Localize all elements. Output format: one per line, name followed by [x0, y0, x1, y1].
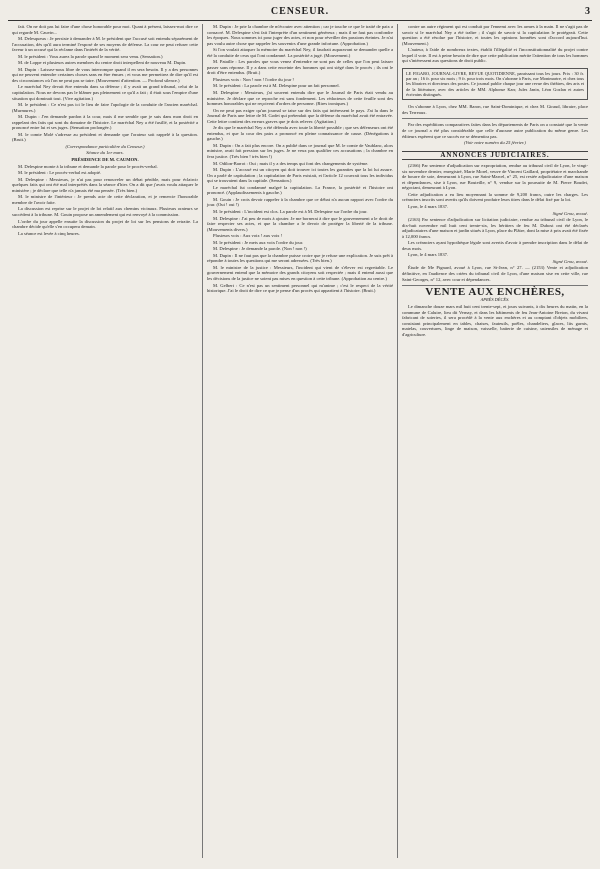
- signature: Signé Grou, avoué.: [552, 258, 588, 264]
- paragraph: M. le ministre de l'intérieur : Je prends acte de cette déclaration, et je remercie l'honorable membre de l'avoir faite.: [12, 194, 198, 205]
- announcement-date: Lyon, le 4 mars 1837.: [408, 203, 449, 209]
- auction-heading: VENTE AUX ENCHÈRES,: [425, 286, 565, 299]
- section-heading: (Correspondance particulière du Censeur.): [65, 143, 145, 149]
- advertisement-box: LE FIGARO, JOURNAL-LIVRE, REVUE QUOTIDIENNE, paraissant tous les jours. Prix : 30 fr. par an ; 16 fr. pour six mois ; 9 fr. pour trois mois. On s'abonne à Paris, rue Montmartre, et chez tous les libraires et directeurs des postes. Ce journal publie chaque jour une revue des théâtres, des arts et de la littérature, avec des articles de MM. Alphonse Karr, Jules Janin, Léon Gozlan et autres écrivains distingués.: [402, 68, 588, 100]
- newspaper-title: CENSEUR.: [270, 6, 330, 17]
- paragraph: M. Dupin : Je prie la chambre de m'écouter avec attention ; car je touche ce que le traité de paix a consacré. M. Delespine s'est fait l'interprète d'un sentiment généreux ; mais il ne faut pas confondre les époques. Nous sommes ici pour juger des actes, et non pour réveiller des passions éteintes. Je n'ai pas voulu autre chose que rappeler les souvenirs d'une grande infortune. (Approbation.): [207, 24, 393, 46]
- paragraph: M. le président : La parole est à M. Delespine pour un fait personnel.: [213, 83, 340, 89]
- paragraph: Plusieurs voix : Aux voix ! aux voix !: [213, 233, 283, 239]
- paragraph: Si l'on voulait attaquer la mémoire du maréchal Ney, il faudrait auparavant se demander quelle a été la conduite de ceux qui l'ont condamné. La postérité a jugé. (Mouvement.): [207, 47, 393, 58]
- masthead: [8, 6, 592, 21]
- paragraph: M. Dupin : On a fait plus encore. On a publié dans ce journal que M. le comte de Vaublanc, alors ministre, avait fait pression sur les juges. Je ne veux pas qualifier ces accusations ; la chambre en fera justice. (Très bien ! très bien !): [207, 142, 393, 160]
- paragraph: La séance est levée à cinq heures.: [18, 230, 80, 236]
- announcement: Étude de Me Pignard, avoué à Lyon, rue St-Jean, n° 27. — (2153) Vente et adjudication définitive, en l'audience des criées du tribunal civil de Lyon, d'une maison sise en cette ville, rue Saint-Georges, n° 12, avec cour et dépendances.: [402, 265, 588, 282]
- paragraph: fait. On ne doit pas lui faire d'une chose honorable pour moi. Quant à présent, laissez-moi dire ce qui regarde M. Cauvin...: [12, 24, 198, 35]
- paragraph: M. le président : Je mets aux voix l'ordre du jour.: [213, 239, 304, 245]
- paragraph: M. le comte Molé s'adresse au président et demande que l'orateur soit rappelé à la question. (Bruit.): [12, 131, 198, 143]
- judicial-announcements-heading: ANNONCES JUDICIAIRES.: [402, 151, 588, 161]
- paragraph: M. le ministre de la justice : Messieurs, l'incident qui vient de s'élever est regrettable. Le gouvernement entend que la mémoire des grands citoyens soit respectée ; mais il entend aussi que les décisions de la justice ne soient pas mises en question à cette tribune. (Approbation au centre.): [207, 264, 393, 281]
- paragraph: M. Odilon-Barrot : Oui ; mais il y a des temps qui font des changements de système.: [213, 160, 369, 166]
- paragraph: L'ordre du jour appelle ensuite la discussion du projet de loi sur les pensions de retraite. La chambre décide qu'elle s'en occupera demain.: [12, 218, 198, 230]
- paragraph: M. de Loppe et plusieurs autres membres du centre droit interpellent de nouveau M. Dupin.: [18, 60, 187, 66]
- presidency-heading: PRÉSIDENCE DE M. CAUMON.: [71, 157, 139, 163]
- paragraph: M. Delespine : Messieurs, j'ai souvent entendu dire que le Journal de Paris était vendu au ministère. Je déclare que ce reproche est sans fondement. Les rédacteurs de cette feuille sont des hommes honorables qui ne reçoivent d'ordres de personne. (Rires ironiques.): [207, 90, 393, 107]
- paragraph: M. Dupin : Laissez-nous libre de vous interrompre quand il en sera besoin. Il y a des personnes qui ne peuvent entendre certaines choses sans en être émues ; et vous me permettrez de dire qu'il est des circonstances où l'on ne peut pas se taire. (Mouvement d'attention. — Profond silence.): [12, 66, 198, 83]
- paragraph: M. Pataille : Les paroles que vous venez d'entendre ne sont pas de celles que l'on peut laisser passer sans réponse. Il y a dans cette enceinte des hommes qui ont siégé dans le procès ; ils ont le droit d'être entendus. (Bruit.): [207, 59, 393, 76]
- announcement: Les créanciers ayant hypothèque légale sont avertis d'avoir à prendre inscription dans le délai de deux mois.: [402, 240, 588, 251]
- paragraph: Plusieurs voix : Non ! non ! l'ordre du jour !: [213, 76, 294, 82]
- paragraph: M. Dupin : J'en demande pardon à la cour, mais il me semble que je suis dans mon droit en rappelant des faits qui sont du domaine de l'histoire. Le maréchal Ney a été fusillé, et la postérité a prononcé entre lui et ses juges. (Sensation prolongée.): [12, 114, 198, 131]
- paragraph: M. Dupin : L'accusé est un citoyen qui doit trouver ici toutes les garanties que la loi lui assure. On a parlé de capitulation ; la capitulation de Paris existait, et l'article 12 couvrait tous les individus qui se trouvaient dans la capitale. (Sensation.): [207, 167, 393, 184]
- paragraph: On s'abonne à Lyon, chez MM. Baron, rue Saint-Dominique, et chez M. Giraud, libraire, place des Terreaux.: [402, 104, 588, 115]
- paragraph: M. le président : Le procès-verbal est adopté.: [18, 170, 102, 176]
- paragraph: L'auteur, à l'aide de nombreux textes, établit l'illégalité et l'inconstitutionnalité du projet contre lequel il vote. Il est à peine besoin de dire que cette publication mérite l'attention de tous les hommes qui s'intéressent aux questions de droit public.: [402, 47, 588, 64]
- column-2: [202, 24, 397, 858]
- paragraph: contre un autre régiment qui est conduit par l'ennemi avec les armes à la main. Il ne s'agit pas de savoir si le maréchal Ney a été traître ; il s'agit de savoir si la capitulation le protégeait. Cette question a été résolue par l'histoire, et toutes les opinions honnêtes sont d'accord aujourd'hui. (Mouvement.): [402, 24, 588, 46]
- newspaper-page: [8, 6, 592, 858]
- announcement-date: Lyon, le 4 mars 1837.: [408, 252, 449, 258]
- paragraph: La discussion est reprise sur le projet de loi relatif aux chemins vicinaux. Plusieurs orateurs se succèdent à la tribune. M. Gouin propose un amendement qui est renvoyé à la commission.: [12, 206, 198, 217]
- paragraph: Par des expéditions comparatives faites dans les départements de Paris on a constaté que la vente de ce journal a été plus considérable que celle d'aucune autre publication du même genre. Les éditeurs espèrent que ce succès ne se démentira pas.: [402, 122, 588, 139]
- paragraph: M. Delespine monte à la tribune et demande la parole pour le procès-verbal.: [18, 163, 158, 169]
- auction-text: Le dimanche douze mars mil huit cent trente-sept, et jours suivants, à dix heures du matin, en la commune de Caluire, lieu dit Vernay, et dans les bâtiments de feu Jean-Antoine Breton, du vivant fabricant de soieries, il sera procédé à la vente aux enchères et au comptant d'objets mobiliers, consistant principalement en tables, chaises, fauteuils, poêles, chandeliers, glaces, lits garnis, matelas, couvertures, linge de maison, vaisselle, batterie de cuisine, ustensiles de ménage et d'agriculture.: [402, 304, 588, 337]
- paragraph: M. Gelbert : Ce n'est pas un sentiment personnel qui m'anime ; c'est le respect de la vérité historique. J'ai le droit de dire ce que je pense d'un procès qui appartient à l'histoire. (Bruit.): [207, 282, 393, 294]
- column-3: [397, 24, 592, 858]
- paragraph: Le maréchal fut condamné malgré la capitulation. La France, la postérité et l'histoire ont prononcé. (Applaudissements à gauche.): [207, 184, 393, 196]
- divider: [402, 118, 588, 119]
- paragraph: M. Gouin : Je crois devoir rappeler à la chambre que ce débat n'a aucun rapport avec l'ordre du jour. (Oui ! oui !): [207, 196, 393, 208]
- paragraph: M. Dupin : Il ne faut pas que la chambre puisse croire que je refuse une explication. Je suis prêt à répondre à toutes les questions qui me seront adressées. (Très bien.): [207, 252, 393, 264]
- notice-reference: (Voir notre numéro du 25 février.): [464, 140, 526, 146]
- paragraph: Le maréchal Ney devait être entendu dans sa défense ; il y avait un grand tribunal, celui de la capitulation. Nous ne devons pas le blâmer pas pleinement ce qu'il a fait ; il était sous l'empire d'une situation qui dominait tout. (Vive agitation.): [12, 84, 198, 101]
- paragraph: M. le président : Ce n'est pas ici le lieu de faire l'apologie de la conduite de l'ancien maréchal. (Murmures.): [12, 102, 198, 113]
- announcement: (2166) Par sentence d'adjudication sur expropriation, rendue au tribunal civil de Lyon, le vingt-six novembre dernier, enregistré, Marie Morel, veuve de Vincent Gaillard, propriétaire et marchande de bourre de soie, demeurant à Lyon, rue Saint-Marcel, n° 25, est restée adjudicataire d'une maison et dépendances, sise à Lyon, rue Bouteille, n° 9, vendue sur la poursuite de M. Pierre Boudet, négociant, demeurant à Lyon.: [402, 163, 588, 191]
- paragraph: M. le président : Vous aurez la parole quand le moment sera venu. (Sensation.): [18, 53, 163, 59]
- paragraph: M. Delespine : J'ai peu de mots à ajouter. Je me bornerai à dire que le gouvernement a le droit de faire respecter ses actes, et que la chambre a le devoir de protéger la liberté de la tribune. (Mouvements divers.): [207, 215, 393, 232]
- paragraph: Je dis que le maréchal Ney a été défendu avec toute la liberté possible ; que ses défenseurs ont été entendus, et que la cour des pairs a prononcé en pleine connaissance de cause. (Dénégations à gauche.): [207, 125, 393, 142]
- paragraph: On ne peut pas exiger qu'un journal se taise sur des faits qui intéressent le pays. J'ai lu dans le Journal de Paris une lettre de M. Godet qui prétendait que la défense du maréchal avait été entravée. Cette lettre contient des erreurs graves que je dois relever. (Agitation.): [207, 107, 393, 124]
- paragraph: M. Delespine : Messieurs, je n'ai pas pour renouveler un débat pénible, mais pour éclaircir quelques faits qui ont été mal interprétés dans la séance d'hier. On a dit que j'avais voulu attaquer le ministère ; je déclare que telle n'a jamais été ma pensée. (Très bien.): [12, 176, 198, 193]
- columns: [8, 24, 592, 858]
- page-number: 3: [585, 6, 590, 17]
- paragraph: M. le président : L'incident est clos. La parole est à M. Delespine sur l'ordre du jour.: [213, 208, 368, 214]
- announcement: Cette adjudication a eu lieu moyennant la somme de 9,200 francs, outre les charges. Les créanciers inscrits sont avertis qu'ils doivent produire leurs titres dans le délai fixé par la loi.: [402, 191, 588, 203]
- paragraph: M. Delespine : Je demande la parole. (Non ! non !): [213, 246, 307, 252]
- auction-subheading: APRÈS DÉCÈS.: [480, 296, 510, 302]
- announcement: (2163) Par sentence d'adjudication sur licitation judiciaire, rendue au tribunal civil de Lyon, le dix-huit novembre mil huit cent trente-six, les héritiers de feu M. Dubost ont été déclarés adjudicataires d'une maison et jardin situés à Lyon, place du Plâtre, dont la mise à prix avait été fixée à 12,000 francs.: [402, 217, 588, 239]
- paragraph: M. Delesqueux : Je persiste à demander à M. le président que l'accusé soit entendu séparément de l'accusation, dès qu'il aura terminé l'exposé de ses moyens de défense. La cour ne peut refuser cette faveur à un accusé qui la réclame dans l'intérêt de la vérité.: [12, 36, 198, 53]
- column-1: [8, 24, 202, 858]
- session-date: Séance du 1er mars.: [86, 150, 124, 156]
- signature: Signé Grou, avoué.: [552, 210, 588, 216]
